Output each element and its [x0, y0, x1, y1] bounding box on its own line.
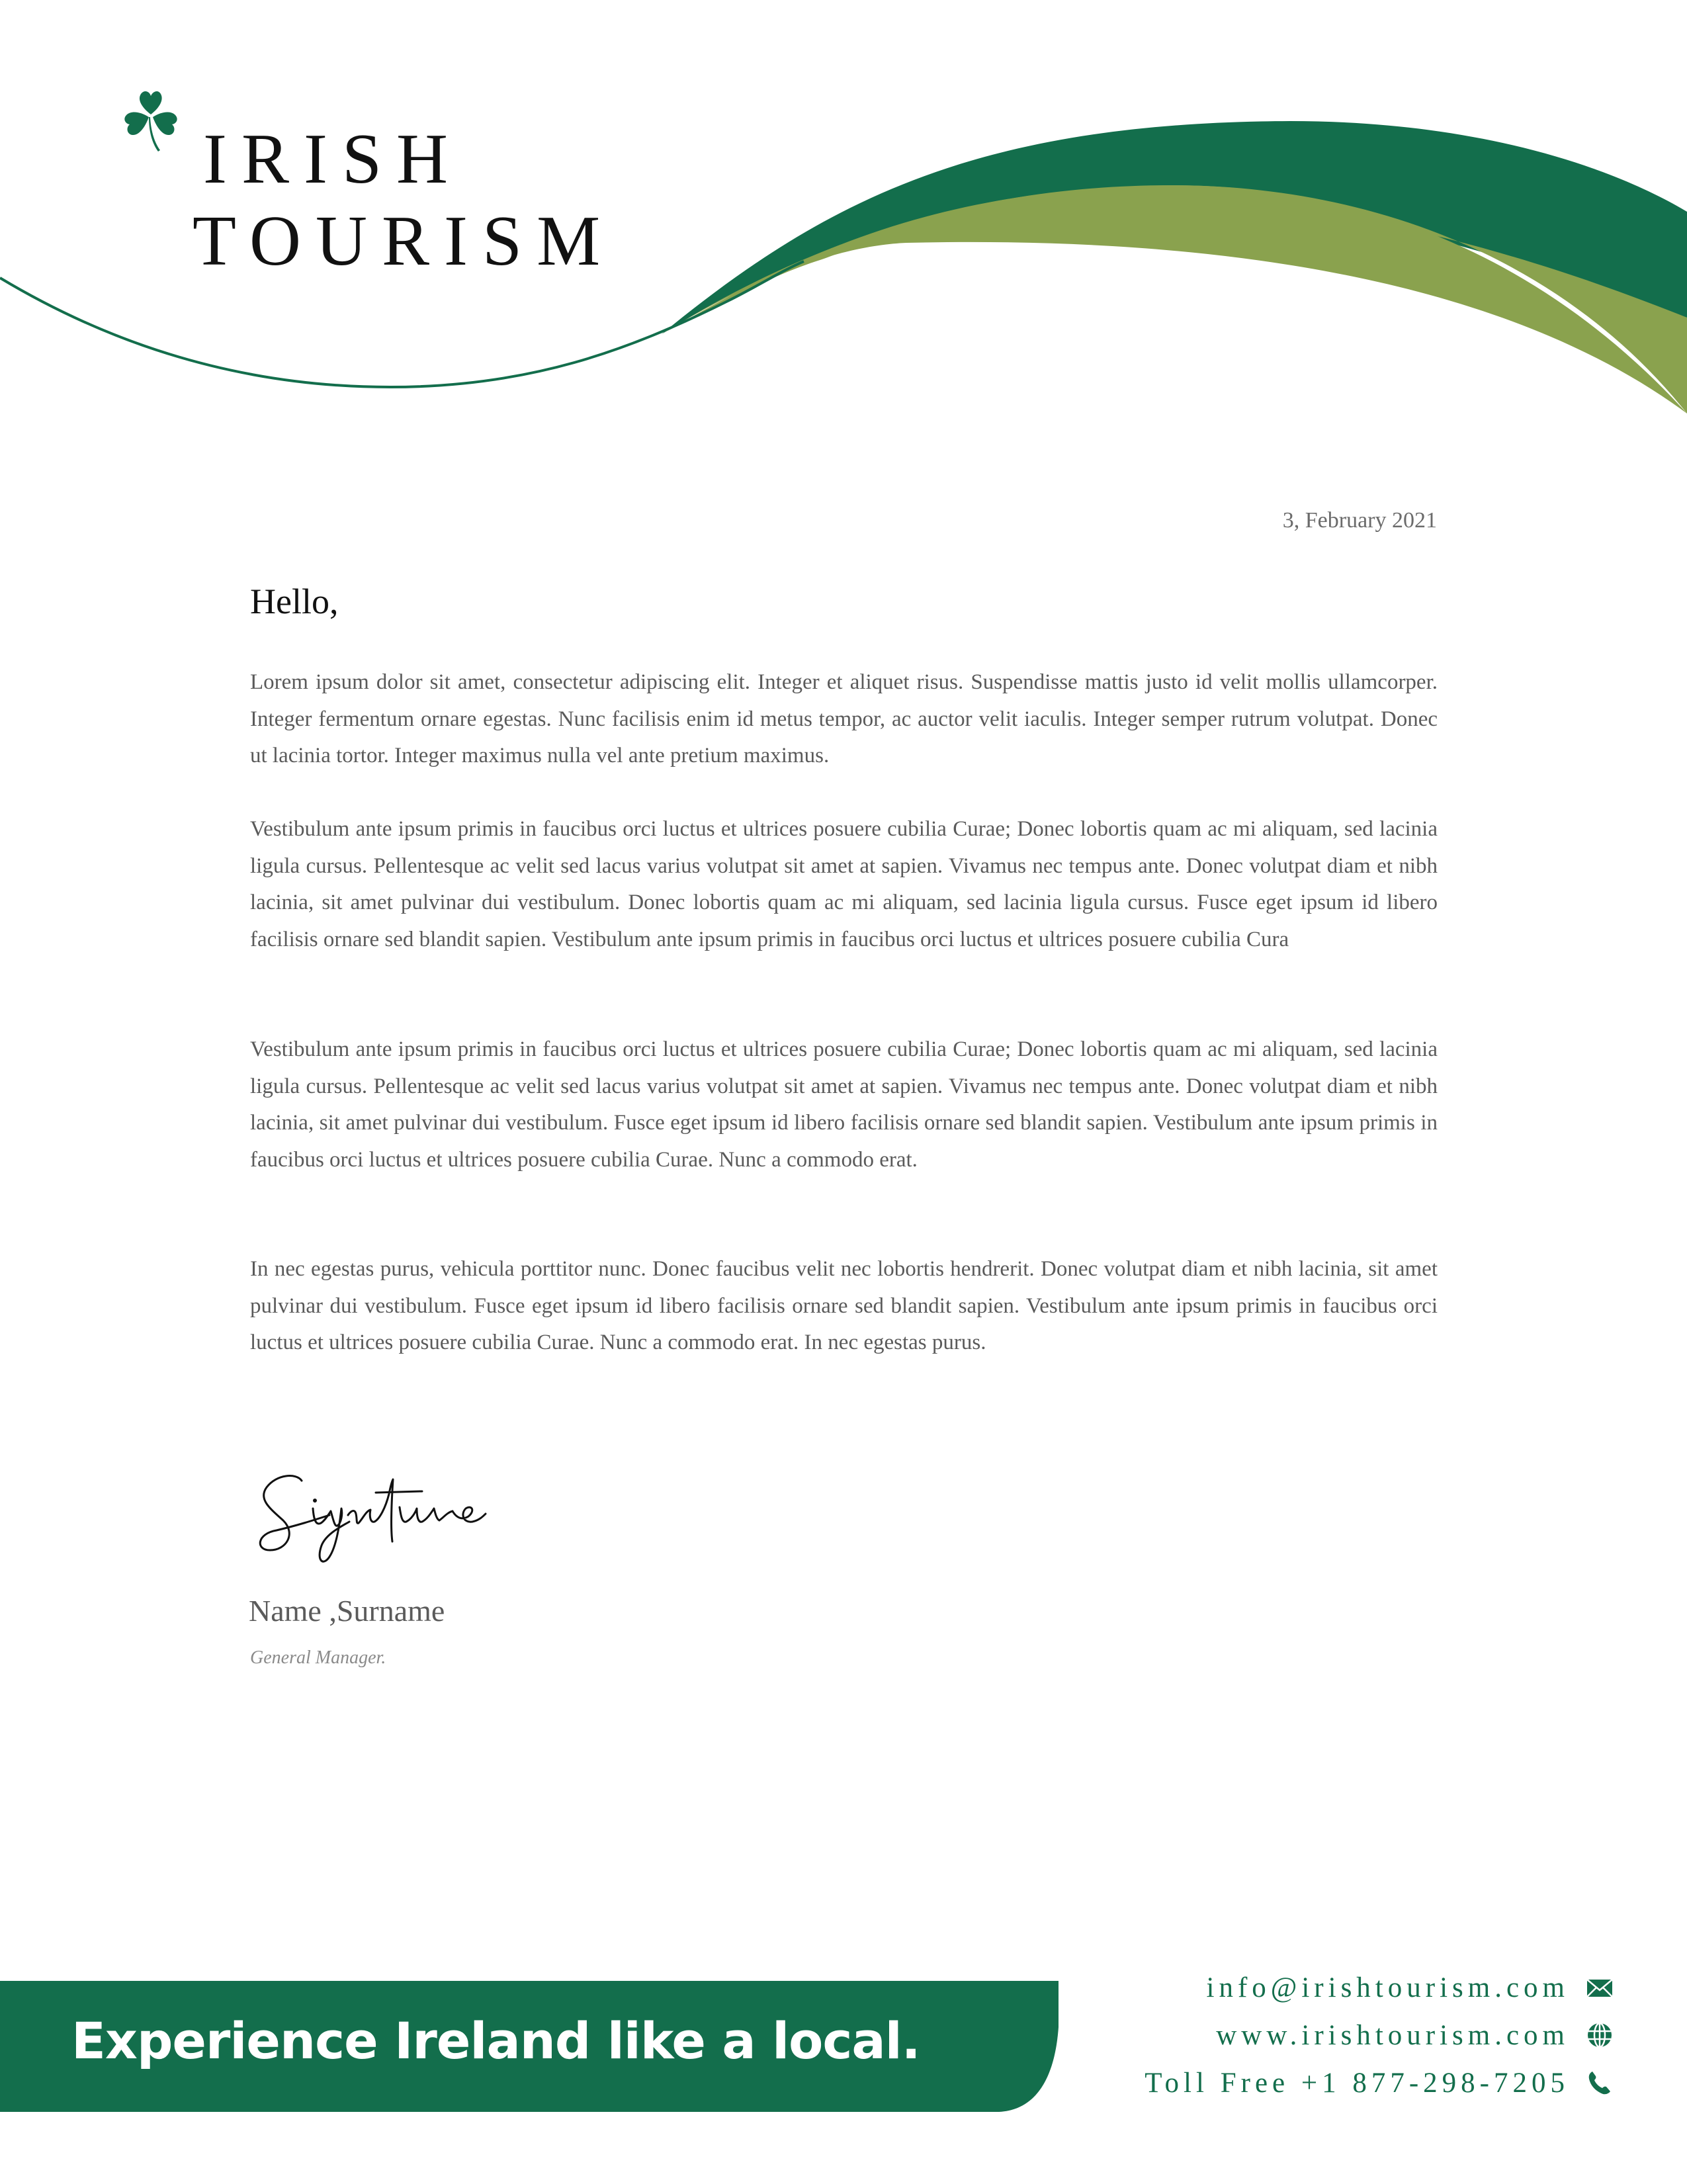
- body-paragraph: Lorem ipsum dolor sit amet, consectetur adipiscing elit. Integer et aliquet risus. Suspendisse mattis justo id velit mollis ullamcorper. Integer fermentum ornare egestas. Nunc facilisis enim id metus tempor, ac auctor velit iaculis. Integer semper rutrum volutpat. Donec ut lacinia tortor. Integer maximus nulla vel ante pretium maximus.: [250, 670, 1438, 767]
- brand-name-line2: TOURISM: [193, 202, 615, 281]
- body-paragraph: Vestibulum ante ipsum primis in faucibus orci luctus et ultrices posuere cubilia Curae; Donec lobortis quam ac mi aliquam, sed lacinia ligula cursus. Pellentesque ac velit sed lacus varius volutpat sit amet at sapien. Vivamus nec tempus ante. Donec volutpat diam et nibh lacinia, sit amet pulvinar dui vestibulum. Donec lobortis quam ac mi aliquam, sed lacinia ligula cursus. Fusce eget ipsum id libero facilisis ornare sed blandit sapien. Vestibulum ante ipsum primis in faucibus orci luctus et ultrices posuere cubilia Cura: [250, 817, 1438, 951]
- globe-icon: [1586, 2022, 1613, 2048]
- letter-date: 3, February 2021: [1282, 508, 1437, 533]
- body-paragraph: Vestibulum ante ipsum primis in faucibus orci luctus et ultrices posuere cubilia Curae; Donec lobortis quam ac mi aliquam, sed lacinia ligula cursus. Pellentesque ac velit sed lacus varius volutpat sit amet at sapien. Vivamus nec tempus ante. Donec volutpat diam et nibh lacinia, sit amet pulvinar dui vestibulum. Fusce eget ipsum id libero facilisis ornare sed blandit sapien. Vestibulum ante ipsum primis in faucibus orci luctus et ultrices posuere cubilia Curae. Nunc a commodo erat.: [250, 1037, 1438, 1172]
- body-paragraph: In nec egestas purus, vehicula porttitor nunc. Donec faucibus velit nec lobortis hendrerit. Donec volutpat diam et nibh lacinia, sit amet pulvinar dui vestibulum. Fusce eget ipsum id libero facilisis ornare sed blandit sapien. Vestibulum ante ipsum primis in faucibus orci luctus et ultrices posuere cubilia Curae. Nunc a commodo erat. In nec egestas purus.: [250, 1257, 1438, 1354]
- contact-phone[interactable]: [1145, 2059, 1613, 2107]
- footer-tagline: Experience Ireland like a local.: [71, 2011, 920, 2070]
- contact-email[interactable]: [1145, 1964, 1613, 2011]
- handwritten-signature: [250, 1467, 554, 1573]
- website-url[interactable]: www.irishtourism.com: [1216, 2019, 1569, 2051]
- signer-title: General Manager.: [250, 1647, 386, 1668]
- signer-name: Name ,Surname: [249, 1594, 445, 1628]
- contact-website[interactable]: [1145, 2011, 1613, 2059]
- envelope-icon: [1586, 1974, 1613, 2001]
- email-address[interactable]: info@irishtourism.com: [1206, 1972, 1569, 2003]
- brand-name-line1: IRISH: [203, 120, 463, 198]
- letter-greeting: Hello,: [250, 582, 339, 621]
- phone-icon: [1586, 2070, 1613, 2096]
- shamrock-icon: [122, 89, 182, 155]
- contact-list: [1145, 1964, 1613, 2107]
- phone-number[interactable]: Toll Free +1 877-298-7205: [1145, 2067, 1569, 2099]
